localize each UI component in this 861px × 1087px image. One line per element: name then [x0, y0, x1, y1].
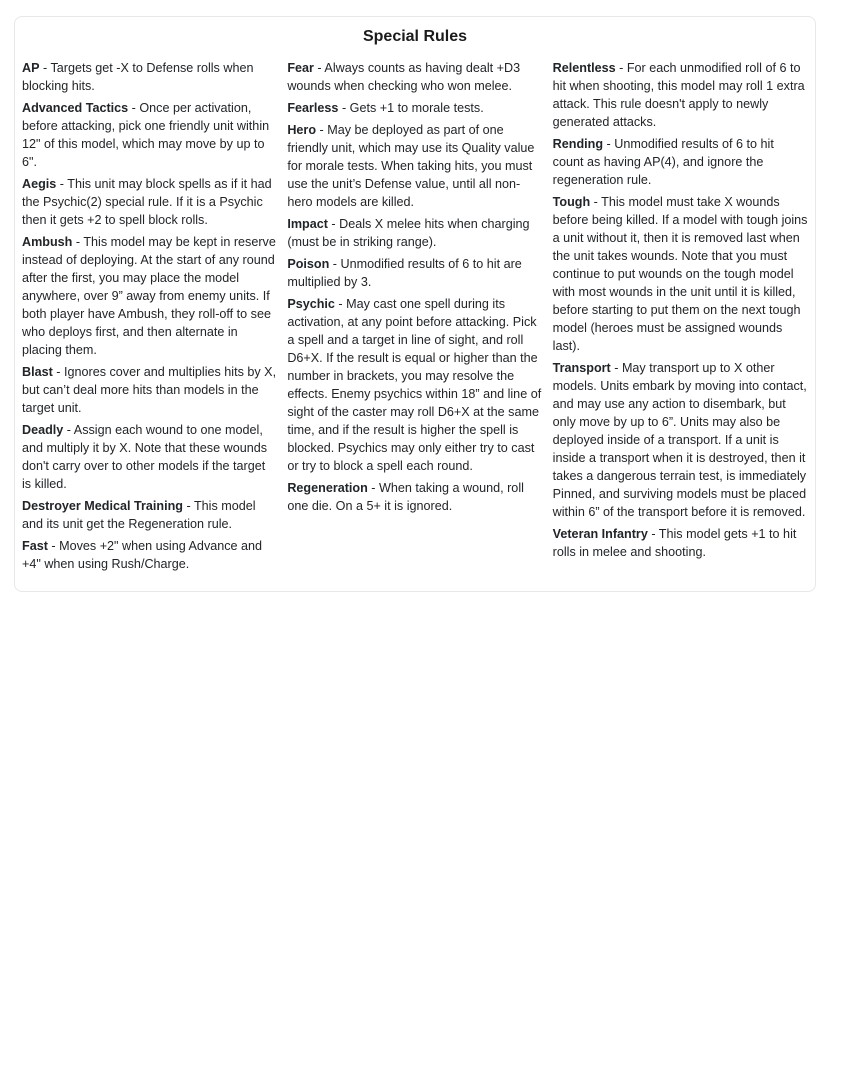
rule-name: Transport [552, 361, 611, 375]
rule-name: Rending [552, 137, 604, 151]
rule-item: Psychic - May cast one spell during its activation, at any point before attacking. Pick a spell and a target in line of sight, and roll D6+X. If the result is equal or higher than the number in brackets, you may resolve the effects. Enemy psychics within 18” and line of sight of the caster may roll D6+X at the same time, and if the result is higher the spell is blocked. Psychics may only either try to cast or try to block a spell each round. [287, 297, 542, 473]
rule-name: Destroyer Medical Training [22, 499, 183, 513]
rule-name: Ambush [22, 235, 73, 249]
page-title: Special Rules [362, 28, 468, 45]
special-rules-card [14, 16, 816, 592]
rule-item: Aegis - This unit may block spells as if it had the Psychic(2) special rule. If it is a Psychic then it gets +2 to spell block rolls. [22, 177, 272, 227]
rule-name: Psychic [287, 297, 335, 311]
rule-item: Fear - Always counts as having dealt +D3 wounds when checking who won melee. [287, 61, 521, 93]
rule-item: Rending - Unmodified results of 6 to hit count as having AP(4), and ignore the regeneration rule. [552, 137, 774, 187]
rule-name: Aegis [22, 177, 57, 191]
rule-item: Fearless - Gets +1 to morale tests. [287, 101, 484, 115]
rule-item: Regeneration - When taking a wound, roll one die. On a 5+ it is ignored. [287, 481, 524, 513]
rule-name: Fearless [287, 101, 339, 115]
rule-name: AP [22, 61, 40, 75]
rule-item: Hero - May be deployed as part of one friendly unit, which may use its Quality value for morale tests. When taking hits, you must use the unit’s Defense value, until all non-hero models are killed. [287, 123, 535, 209]
rule-item: Advanced Tactics - Once per activation, before attacking, pick one friendly unit within 12" of this model, which may move by up to 6". [22, 101, 270, 169]
rule-item: AP - Targets get -X to Defense rolls when blocking hits. [22, 61, 254, 93]
rule-item: Poison - Unmodified results of 6 to hit are multiplied by 3. [287, 257, 522, 289]
rule-name: Blast [22, 365, 53, 379]
rule-item: Veteran Infantry - This model gets +1 to hit rolls in melee and shooting. [552, 527, 797, 559]
rule-name: Poison [287, 257, 330, 271]
rule-name: Advanced Tactics [22, 101, 129, 115]
rule-item: Fast - Moves +2" when using Advance and +4" when using Rush/Charge. [22, 539, 263, 571]
rule-item: Ambush - This model may be kept in reserve instead of deploying. At the start of any round after the first, you may place the model anywhere, over 9” away from enemy units. If both player have Ambush, they roll-off to see who deploys first, and then alternate in placing them. [22, 235, 276, 357]
rule-item: Relentless - For each unmodified roll of 6 to hit when shooting, this model may roll 1 extra attack. This rule doesn't apply to newly generated attacks. [552, 61, 805, 129]
rule-item: Transport - May transport up to X other models. Units embark by moving into contact, and may use any action to disembark, but only move by up to 6”. Units may also be deployed inside of a transport. If a unit is inside a transport when it is destroyed, then it takes a dangerous terrain test, is immediately Pinned, and surviving models must be placed within 6” of the transport before it is removed. [552, 361, 807, 519]
rules-column-3 [553, 59, 808, 565]
rules-columns [22, 59, 808, 577]
rule-item: Impact - Deals X melee hits when charging (must be in striking range). [287, 217, 530, 249]
rule-name: Hero [287, 123, 317, 137]
rule-name: Relentless [552, 61, 616, 75]
rule-item: Blast - Ignores cover and multiplies hits by X, but can’t deal more hits than models in the target unit. [22, 365, 277, 415]
rule-name: Fast [22, 539, 48, 553]
rule-name: Impact [287, 217, 328, 231]
rules-column-2 [287, 59, 542, 519]
rule-name: Regeneration [287, 481, 368, 495]
rule-name: Fear [287, 61, 314, 75]
rule-name: Veteran Infantry [552, 527, 648, 541]
rule-item: Destroyer Medical Training - This model and its unit get the Regeneration rule. [22, 499, 256, 531]
rule-item: Deadly - Assign each wound to one model, and multiply it by X. Note that these wounds don't carry over to other models if the target is killed. [22, 423, 268, 491]
rules-column-1 [22, 59, 277, 577]
rule-item: Tough - This model must take X wounds before being killed. If a model with tough joins a unit without it, then it is removed last when the unit takes wounds. Note that you must continue to put wounds on the tough model with most wounds in the unit until it is killed, before starting to put them on the next tough model (heroes must be assigned wounds last). [552, 195, 808, 353]
rule-name: Deadly [22, 423, 64, 437]
rule-name: Tough [552, 195, 591, 209]
